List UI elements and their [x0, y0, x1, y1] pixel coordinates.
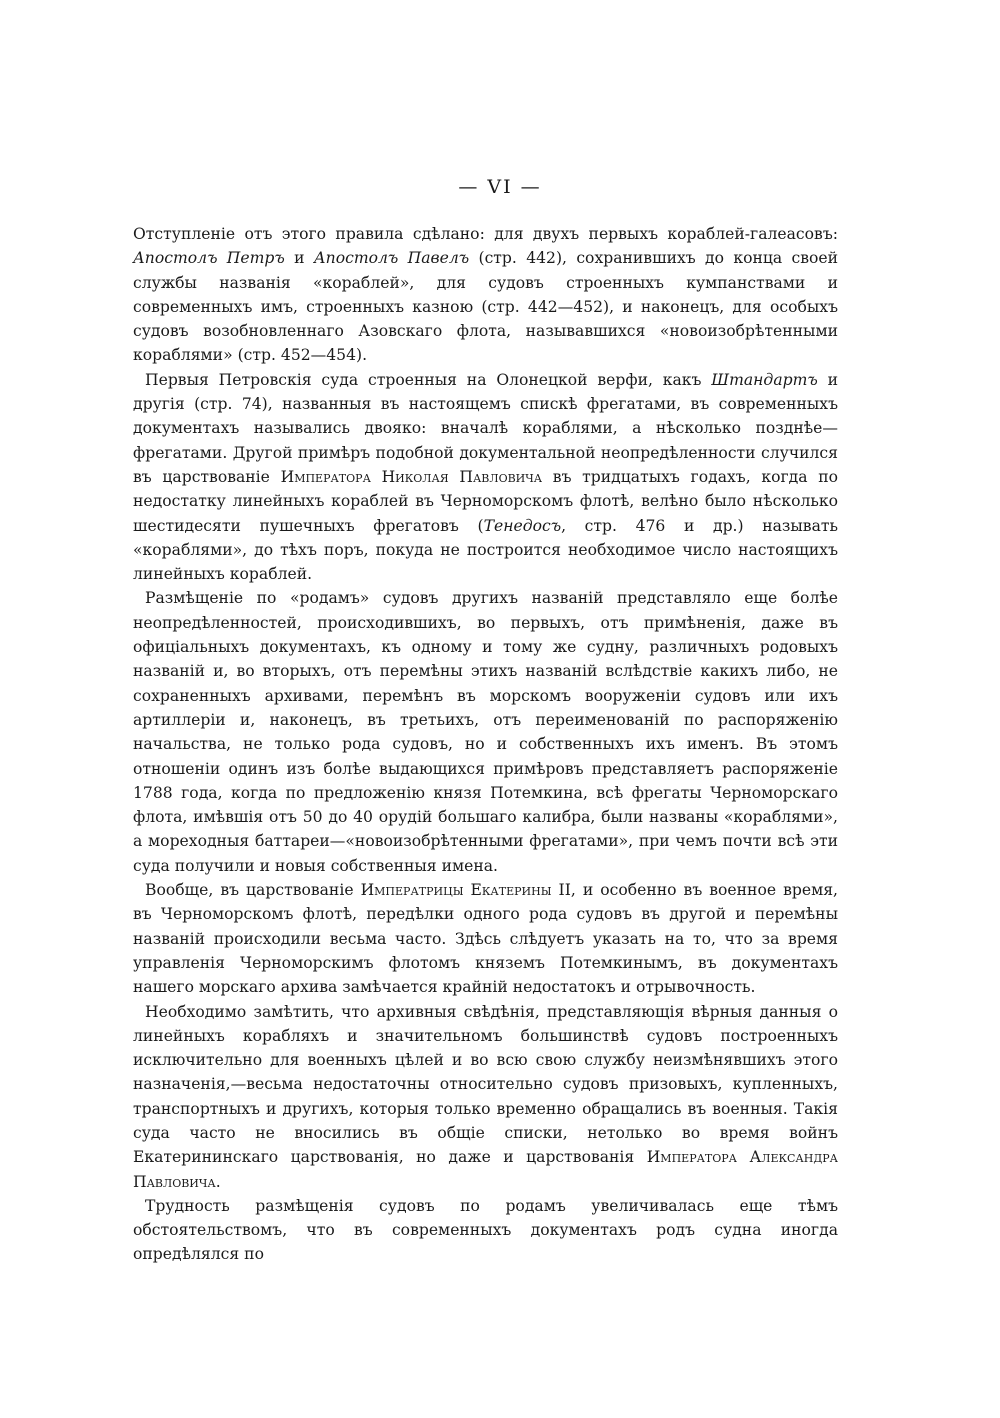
- italic-span: Апостолъ Павелъ: [313, 249, 470, 268]
- smallcaps-span: Императрицы Екатерины II: [360, 881, 571, 900]
- italic-span: Апостолъ Петръ: [133, 249, 285, 268]
- smallcaps-span: Императора Николая Павловича: [280, 467, 543, 486]
- text-span: Отступленіе отъ этого правила сдѣлано: для двухъ первыхъ кораблей-галеасовъ:: [133, 225, 838, 243]
- body-text: [133, 222, 838, 1267]
- paragraph: [133, 1000, 838, 1194]
- paragraph: [133, 222, 838, 368]
- text-span: и: [284, 249, 314, 268]
- text-span: (стр. 442), сохранившихъ до конца своей службы названія «кораблей», для судовъ строенныхъ кумпанствами и современныхъ имъ, строенныхъ казною (стр. 442—452), и наконецъ, для особыхъ судовъ возобновленнаго Азовскаго флота, называвшихся «новоизобрѣтенными кораблями» (стр. 452—454).: [133, 249, 839, 365]
- paragraph: [133, 368, 838, 587]
- text-span: и другія (стр. 74), названныя въ настоящемъ спискѣ фрегатами, въ современныхъ документахъ назывались двояко: вначалѣ кораблями, а нѣсколько позднѣе—фрегатами. Другой примѣръ подобной документальной неопредѣленности случился въ царствованіе: [133, 370, 838, 486]
- text-span: въ тридцатыхъ годахъ, когда по недостатку линейныхъ кораблей въ Черноморскомъ флотѣ, велѣно было нѣсколько шестидесяти пушечныхъ фрегатовъ (: [133, 467, 839, 535]
- paragraph: [133, 1194, 838, 1267]
- smallcaps-span: Императора Александра Павловича: [133, 1148, 838, 1191]
- page-number: — VI —: [458, 176, 542, 198]
- italic-span: Тенедосъ: [483, 516, 562, 535]
- italic-span: Штандартъ: [711, 370, 818, 389]
- text-span: Необходимо замѣтить, что архивныя свѣдѣнія, представляющія вѣрныя данныя о линейныхъ корабляхъ и значительномъ большинствѣ судовъ построенныхъ исключительно для военныхъ цѣлей и во всю свою службу неизмѣнявшихъ этого назначенія,—весьма недостаточны относительно судовъ призовыхъ, купленныхъ, транспортныхъ и другихъ, которыя только временно обращались въ военныя. Такія суда часто не вносились въ общіе списки, нетолько во время войнъ Екатерининскаго царствованія, но даже и царствованія: [133, 1002, 838, 1167]
- text-span: Трудность размѣщенія судовъ по родамъ увеличивалась еще тѣмъ обстоятельствомъ, что въ современныхъ документахъ родъ судна иногда опредѣлялся по: [133, 1196, 838, 1264]
- text-span: , и особенно въ военное время, въ Черноморскомъ флотѣ, передѣлки одного рода судовъ въ другой и перемѣны названій происходили весьма часто. Здѣсь слѣдуетъ указать на то, что за время управленія Черноморскимъ флотомъ княземъ Потемкинымъ, въ документахъ нашего морскаго архива замѣчается крайній недостатокъ и отрывочность.: [133, 881, 838, 997]
- paragraph: [133, 586, 838, 878]
- text-span: Размѣщеніе по «родамъ» судовъ другихъ названій представляло еще болѣе неопредѣленностей, происходившихъ, во первыхъ, отъ примѣненія, даже въ офиціальныхъ документахъ, къ одному и тому же судну, различныхъ родовыхъ названій и, во вторыхъ, отъ перемѣны этихъ названій вслѣдствіе какихъ либо, не сохраненныхъ архивами, перемѣнъ въ морскомъ вооруженіи судовъ или ихъ артиллеріи и, наконецъ, въ третьихъ, отъ переименованій по распоряженію начальства, не только рода судовъ, но и собственныхъ ихъ именъ. Въ этомъ отношеніи одинъ изъ болѣе выдающихся примѣровъ представляетъ распоряженіе 1788 года, когда по предложенію князя Потемкина, всѣ фрегаты Черноморскаго флота, имѣвшія отъ 50 до 40 орудій большаго калибра, были названы «кораблями», а мореходныя баттареи—«новоизобрѣтенными фрегатами», при чемъ почти всѣ эти суда получили и новыя собственныя имена.: [133, 589, 838, 875]
- text-span: Первыя Петровскія суда строенныя на Олонецкой верфи, какъ: [145, 370, 712, 389]
- text-span: Вообще, въ царствованіе: [145, 881, 361, 900]
- text-span: .: [215, 1172, 221, 1191]
- paragraph: [133, 878, 838, 999]
- text-span: , стр. 476 и др.) называть «кораблями», до тѣхъ поръ, покуда не построится необходимое число настоящихъ линейныхъ кораблей.: [133, 516, 839, 584]
